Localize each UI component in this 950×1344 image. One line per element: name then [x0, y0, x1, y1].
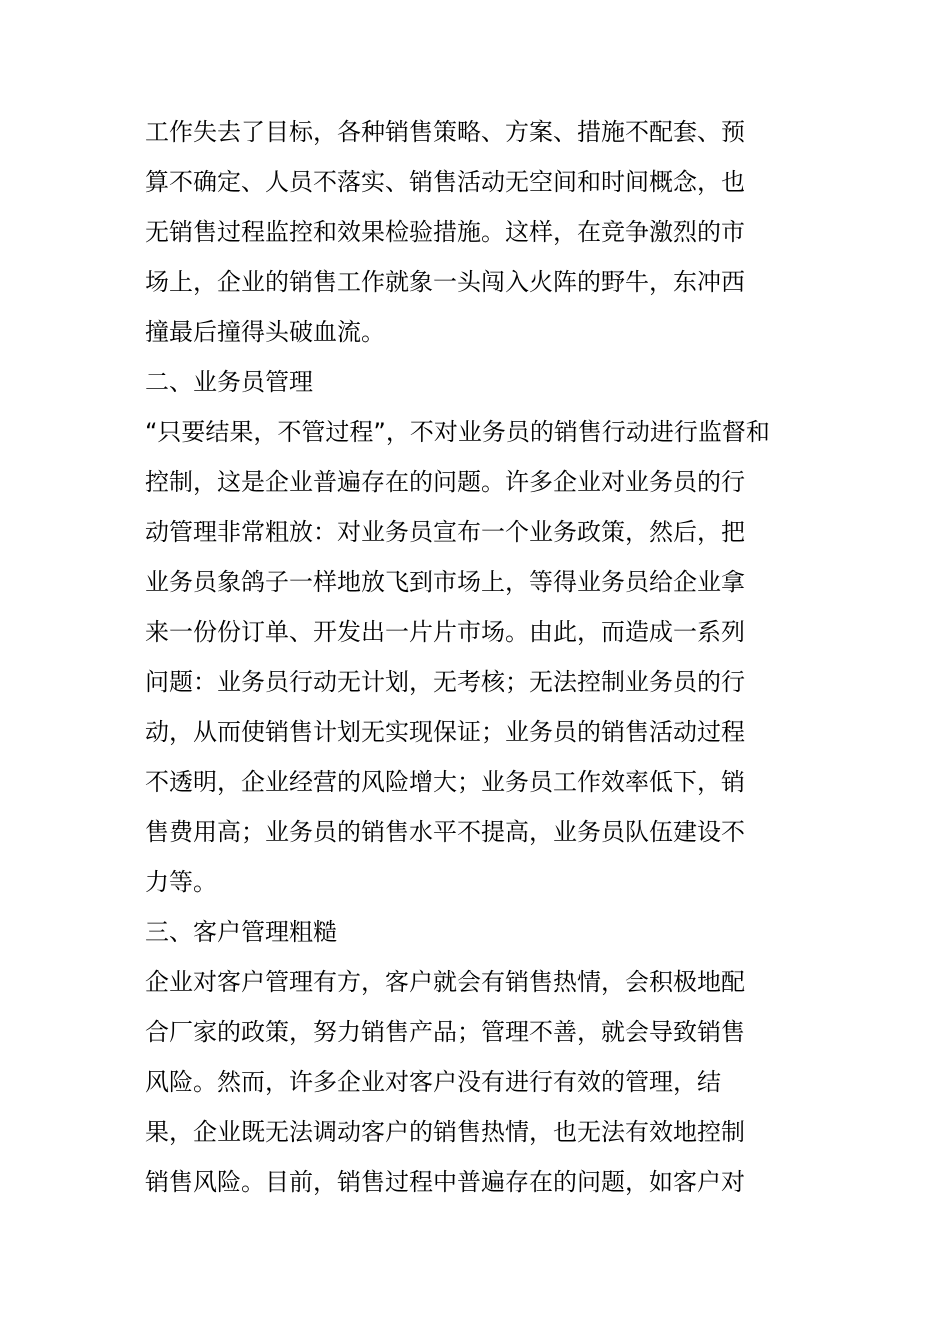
text-line: 销售风险。目前，销售过程中普遍存在的问题，如客户对	[145, 1168, 745, 1196]
text-line: 业务员象鸽子一样地放飞到市场上，等得业务员给企业拿	[145, 568, 745, 596]
text-line: 无销售过程监控和效果检验措施。这样，在竞争激烈的市	[145, 218, 745, 246]
text-line: “只要结果，不管过程”，不对业务员的销售行动进行监督和	[145, 418, 770, 446]
text-line: 撞最后撞得头破血流。	[145, 318, 385, 346]
text-line: 算不确定、人员不落实、销售活动无空间和时间概念，也	[145, 168, 745, 196]
text-line: 动管理非常粗放：对业务员宣布一个业务政策，然后，把	[145, 518, 745, 546]
text-line: 控制，这是企业普遍存在的问题。许多企业对业务员的行	[145, 468, 745, 496]
text-line: 风险。然而，许多企业对客户没有进行有效的管理，结	[145, 1068, 721, 1096]
text-line: 不透明，企业经营的风险增大；业务员工作效率低下，销	[145, 768, 745, 796]
section-heading: 二、业务员管理	[145, 368, 313, 396]
section-heading: 三、客户管理粗糙	[145, 918, 337, 946]
text-line: 果，企业既无法调动客户的销售热情，也无法有效地控制	[145, 1118, 745, 1146]
text-line: 工作失去了目标，各种销售策略、方案、措施不配套、预	[145, 118, 745, 146]
text-line: 力等。	[145, 868, 217, 896]
text-line: 售费用高；业务员的销售水平不提高，业务员队伍建设不	[145, 818, 745, 846]
text-line: 来一份份订单、开发出一片片市场。由此，而造成一系列	[145, 618, 745, 646]
text-line: 场上，企业的销售工作就象一头闯入火阵的野牛，东冲西	[145, 268, 745, 296]
text-line: 问题：业务员行动无计划，无考核；无法控制业务员的行	[145, 668, 745, 696]
text-line: 企业对客户管理有方，客户就会有销售热情，会积极地配	[145, 968, 745, 996]
body-text	[145, 107, 825, 1207]
text-line: 动，从而使销售计划无实现保证；业务员的销售活动过程	[145, 718, 745, 746]
text-line: 合厂家的政策，努力销售产品；管理不善，就会导致销售	[145, 1018, 745, 1046]
